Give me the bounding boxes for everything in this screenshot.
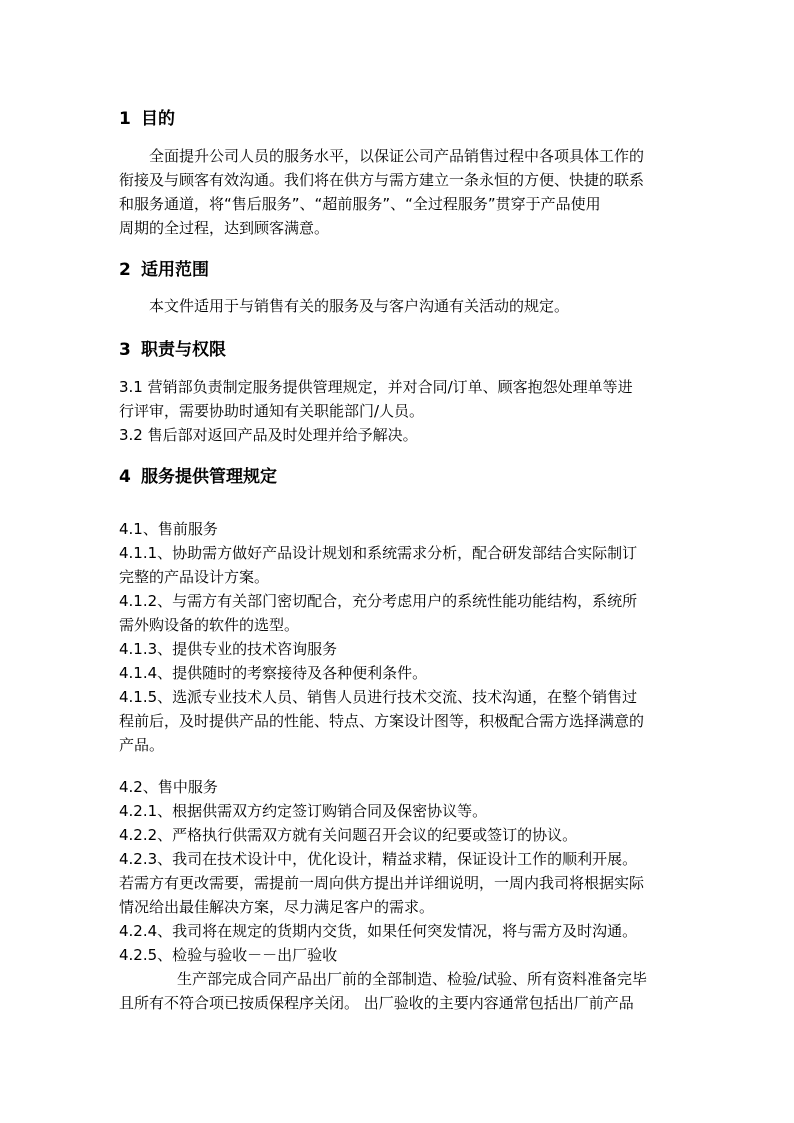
list-line: 4.2.3、我司在技术设计中，优化设计，精益求精，保证设计工作的顺利开展。 [119,850,638,868]
list-line: 4.1、售前服务 [119,520,218,538]
list-line: 需外购设备的软件的选型。 [119,616,300,634]
section-heading-3 [119,339,226,361]
paragraph-line: 3.1 营销部负责制定服务提供管理规定，并对合同/订单、顾客抱怨处理单等进 [119,378,633,396]
list-line: 4.1.5、选派专业技术人员、销售人员进行技术交流、技术沟通，在整个销售过 [119,688,638,706]
section-title: 适用范围 [141,260,209,280]
list-line: 生产部完成合同产品出厂前的全部制造、检验/试验、所有资料准备完毕 [177,970,648,988]
paragraph-line: 全面提升公司人员的服务水平，以保证公司产品销售过程中各项具体工作的 [149,147,645,165]
section-heading-4 [119,466,277,488]
section-title: 服务提供管理规定 [141,467,277,487]
section-heading-2 [119,259,209,281]
paragraph-line: 3.2 售后部对返回产品及时处理并给予解决。 [119,426,418,444]
section-heading-1 [119,108,175,130]
section-number: 1 [119,109,131,129]
list-line: 若需方有更改需要，需提前一周向供方提出并详细说明，一周内我司将根据实际 [119,874,645,892]
paragraph-line: 行评审，需要协助时通知有关职能部门/人员。 [119,402,425,420]
paragraph-line: 衔接及与顾客有效沟通。我们将在供方与需方建立一条永恒的方便、快捷的联系 [119,171,645,189]
list-line: 4.1.1、协助需方做好产品设计规划和系统需求分析，配合研发部结合实际制订 [119,544,638,562]
section-number: 2 [119,260,131,280]
list-line: 4.2.1、根据供需双方约定签订购销合同及保密协议等。 [119,802,488,820]
list-line: 4.2.4、我司将在规定的货期内交货，如果任何突发情况，将与需方及时沟通。 [119,922,638,940]
section-title: 职责与权限 [141,340,226,360]
paragraph-line: 和服务通道，将“售后服务”、“超前服务”、“全过程服务”贯穿于产品使用 [119,195,601,213]
section-number: 3 [119,340,131,360]
list-line: 且所有不符合项已按质保程序关闭。 出厂验收的主要内容通常包括出厂前产品 [119,994,634,1012]
list-line: 4.2.5、检验与验收－－出厂验收 [119,946,338,964]
list-line: 程前后，及时提供产品的性能、特点、方案设计图等，积极配合需方选择满意的 [119,712,645,730]
paragraph-line: 本文件适用于与销售有关的服务及与客户沟通有关活动的规定。 [149,297,570,315]
list-line: 4.1.4、提供随时的考察接待及各种便利条件。 [119,664,428,682]
list-line: 情况给出最佳解决方案，尽力满足客户的需求。 [119,898,435,916]
list-line: 4.1.2、与需方有关部门密切配合，充分考虑用户的系统性能功能结构，系统所 [119,592,638,610]
section-number: 4 [119,467,131,487]
list-line: 完整的产品设计方案。 [119,568,270,586]
list-line: 4.2.2、严格执行供需双方就有关问题召开会议的纪要或签订的协议。 [119,826,578,844]
list-line: 产品。 [119,736,165,754]
list-line: 4.1.3、提供专业的技术咨询服务 [119,640,338,658]
section-title: 目的 [141,109,175,129]
list-line: 4.2、售中服务 [119,778,218,796]
paragraph-line: 周期的全过程，达到顾客满意。 [119,219,330,237]
